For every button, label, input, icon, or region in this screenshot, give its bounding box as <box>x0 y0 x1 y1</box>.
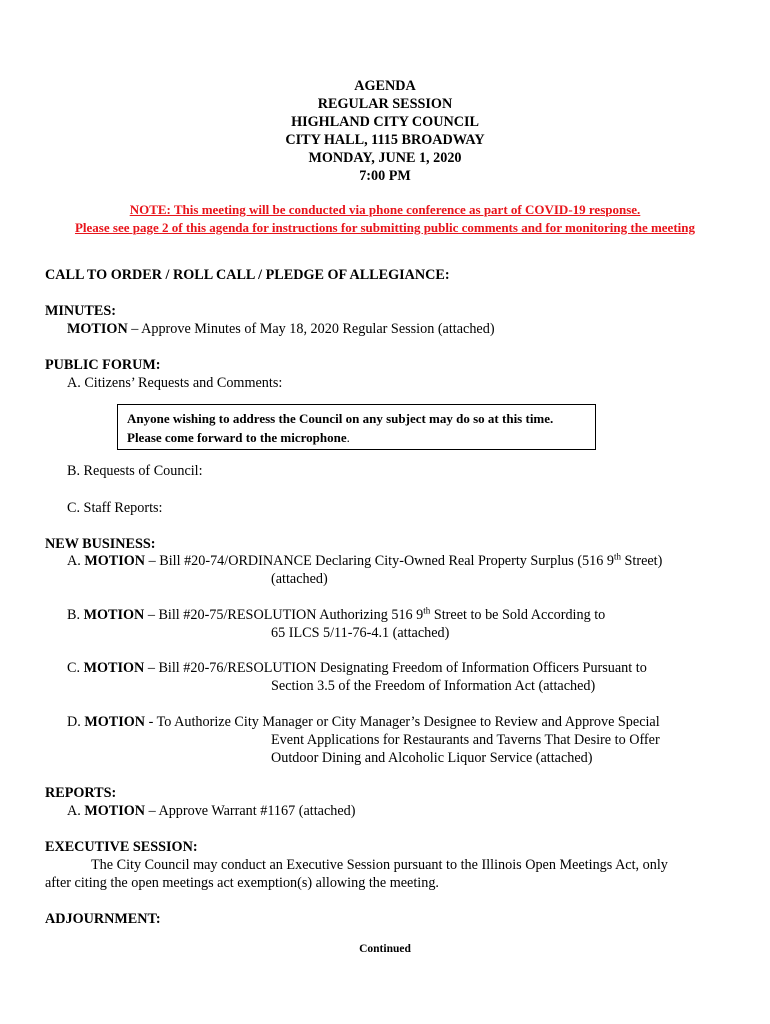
item-b-superscript: th <box>423 605 431 616</box>
new-business-item-a-line2: (attached) <box>271 571 328 587</box>
new-business-item-d-line3: Outdoor Dining and Alcoholic Liquor Service (attached) <box>271 750 593 766</box>
new-business-item-c-line2: Section 3.5 of the Freedom of Information Act (attached) <box>271 678 596 694</box>
header-location: CITY HALL, 1115 BROADWAY <box>285 132 485 148</box>
item-d-prefix: D. <box>67 714 85 730</box>
public-forum-item-c: C. Staff Reports: <box>67 500 163 516</box>
motion-label: MOTION <box>84 714 146 730</box>
notice-line-1: Anyone wishing to address the Council on any subject may do so at this time. <box>127 411 554 426</box>
continued-footer: Continued <box>359 943 411 955</box>
new-business-item-d-line2: Event Applications for Restaurants and Taverns That Desire to Offer <box>271 732 660 748</box>
header-date: MONDAY, JUNE 1, 2020 <box>308 150 462 166</box>
new-business-item-b <box>67 606 605 624</box>
call-to-order-heading: CALL TO ORDER / ROLL CALL / PLEDGE OF ALLEGIANCE: <box>45 267 450 283</box>
notice-line-2 <box>127 428 595 447</box>
covid-note <box>0 201 770 237</box>
executive-session-line-1: The City Council may conduct an Executive Session pursuant to the Illinois Open Meetings Act, only <box>91 857 668 873</box>
motion-label: MOTION <box>84 803 146 819</box>
minutes-heading: MINUTES: <box>45 303 116 319</box>
adjournment-heading: ADJOURNMENT: <box>45 911 161 927</box>
motion-label: MOTION <box>83 607 145 623</box>
header-title: AGENDA <box>354 78 416 94</box>
item-c-text: – Bill #20-76/RESOLUTION Designating Freedom of Information Officers Pursuant to <box>144 660 647 676</box>
new-business-item-b-line2: 65 ILCS 5/11-76-4.1 (attached) <box>271 625 450 641</box>
item-b-text-end: Street to be Sold According to <box>430 607 606 623</box>
public-forum-item-a: A. Citizens’ Requests and Comments: <box>67 375 283 391</box>
minutes-motion <box>67 320 495 338</box>
notice-line-2-period: . <box>346 430 350 445</box>
reports-item-prefix: A. <box>67 803 85 819</box>
motion-label: MOTION <box>67 321 128 337</box>
item-b-text: – Bill #20-75/RESOLUTION Authorizing 516 9 <box>144 607 424 623</box>
note-line-2: Please see page 2 of this agenda for instructions for submitting public comments and for monitoring the meeting <box>74 220 695 235</box>
item-a-superscript: th <box>613 551 621 562</box>
agenda-header <box>0 77 770 185</box>
public-forum-item-b: B. Requests of Council: <box>67 463 203 479</box>
item-c-prefix: C. <box>67 660 84 676</box>
item-a-text-end: Street) <box>620 553 663 569</box>
public-comment-notice-box <box>117 404 596 450</box>
header-session: REGULAR SESSION <box>317 96 453 112</box>
header-time: 7:00 PM <box>359 168 411 184</box>
notice-line-2-bold: Please come forward to the microphone <box>127 430 347 445</box>
minutes-motion-text: – Approve Minutes of May 18, 2020 Regular Session (attached) <box>127 321 495 337</box>
motion-label: MOTION <box>84 553 146 569</box>
executive-session-heading: EXECUTIVE SESSION: <box>45 839 198 855</box>
item-b-prefix: B. <box>67 607 84 623</box>
new-business-heading: NEW BUSINESS: <box>45 536 156 552</box>
item-d-text: - To Authorize City Manager or City Manager’s Designee to Review and Approve Special <box>145 714 660 730</box>
executive-session-line-2: after citing the open meetings act exemption(s) allowing the meeting. <box>45 875 439 891</box>
note-line-1: NOTE: This meeting will be conducted via phone conference as part of COVID-19 response. <box>129 202 641 217</box>
item-a-text: – Bill #20-74/ORDINANCE Declaring City-Owned Real Property Surplus (516 9 <box>145 553 614 569</box>
reports-item-text: – Approve Warrant #1167 (attached) <box>145 803 356 819</box>
header-council: HIGHLAND CITY COUNCIL <box>291 114 479 130</box>
motion-label: MOTION <box>83 660 145 676</box>
public-forum-heading: PUBLIC FORUM: <box>45 357 161 373</box>
reports-heading: REPORTS: <box>45 785 117 801</box>
new-business-item-a <box>67 552 662 570</box>
new-business-item-c <box>67 659 647 677</box>
item-a-prefix: A. <box>67 553 85 569</box>
new-business-item-d <box>67 713 660 731</box>
reports-item-a <box>67 802 355 820</box>
